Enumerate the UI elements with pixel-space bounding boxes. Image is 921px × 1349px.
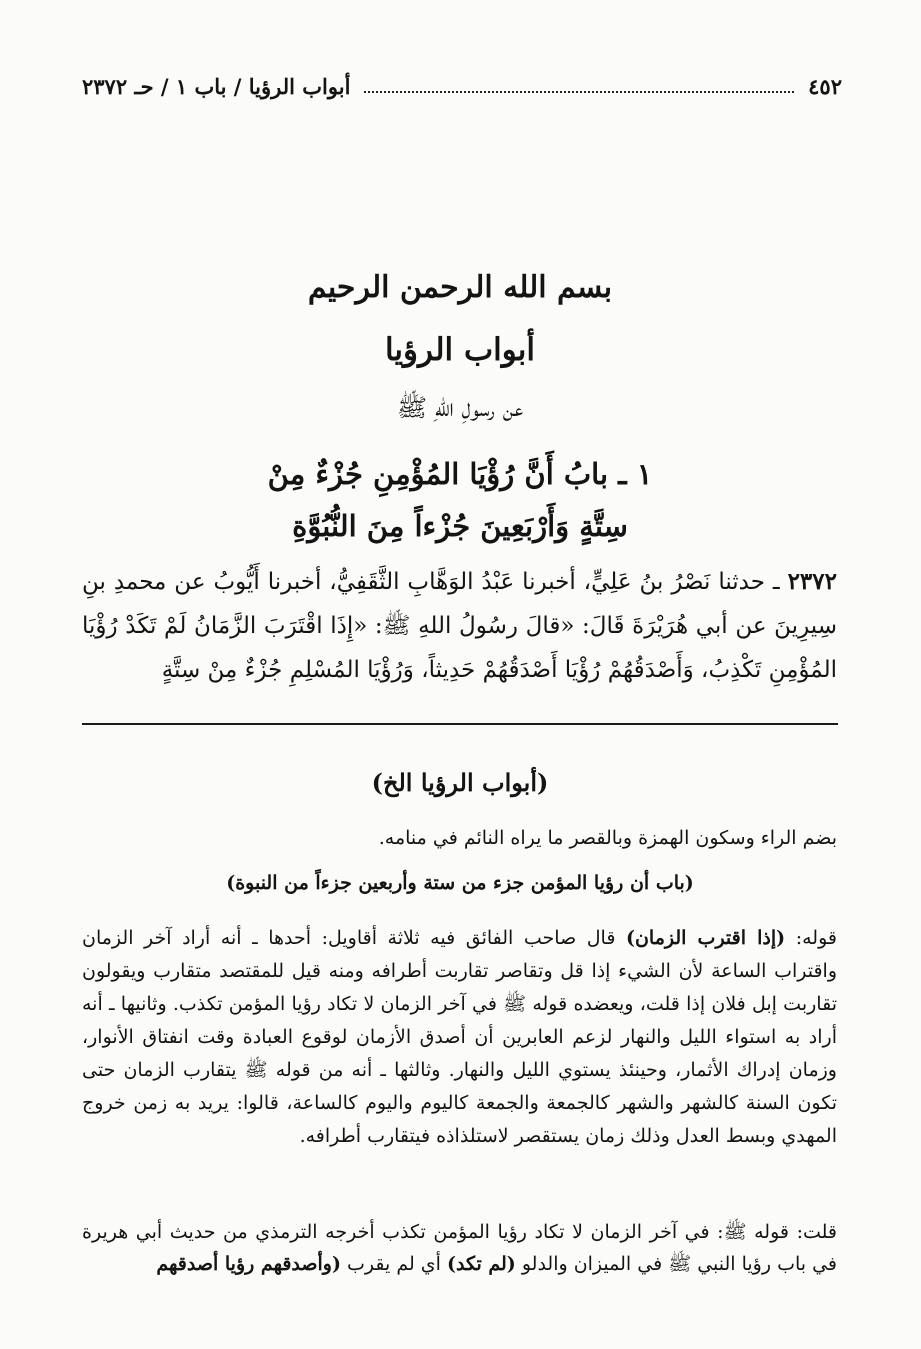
running-header <box>82 66 842 106</box>
commentary-paragraph-1: بضم الراء وسكون الهمزة وبالقصر ما يراه النائم في منامه. <box>378 827 837 849</box>
commentary-quote-3: (وأصدقهم رؤيا أصدقهم <box>156 1253 341 1275</box>
commentary-gloss: أي لم يقرب <box>340 1253 447 1275</box>
commentary-title: (أبواب الرؤيا الخ) <box>371 768 549 797</box>
commentary-bab-heading: (باب أن رؤيا المؤمن جزء من ستة وأربعين جزءاً من النبوة) <box>226 872 694 894</box>
chapter-title-line-1: ١ ـ بابُ أَنَّ رُؤْيَا المُؤْمِنِ جُزْءٌ مِنْ <box>267 457 653 491</box>
footnote-divider <box>82 723 838 725</box>
commentary-paragraph-3 <box>82 1216 837 1280</box>
chapter-title <box>80 448 840 552</box>
commentary-body: قال صاحب الفائق فيه ثلاثة أقاويل: أحدها ـ أنه أراد آخر الزمان واقتراب الساعة لأن الشيء إذا قل وتقاصر تقاربت أطرافه ومنه قيل للمقتصد متقارب ويقولون تقاربت إبل فلان إذا قلت، ويعضده قوله ﷺ في آخر الزمان لا تكاد رؤيا المؤمن تكذب. وثانيها ـ أنه أراد به استواء الليل والنهار لزعم العابرين أن أصدق الأزمان لوقوع العبادة وقت انفتاق الأنوار، وزمان إدراك الأثمار، وحينئذ يستوي الليل والنهار. وثالثها ـ أنه من قوله ﷺ يتقارب الزمان حتى تكون السنة كالشهر والشهر كالجمعة والجمعة كاليوم واليوم كالساعة، قالوا: يريد به زمن خروج المهدي وبسط العدل وذلك زمان يستقصر لاستلذاذه فيتقارب أطرافه. <box>82 927 837 1147</box>
commentary-quote: (إذا اقترب الزمان) <box>625 927 786 949</box>
header-leader-dots <box>364 79 794 93</box>
section-title: أبواب الرؤيا <box>384 332 536 368</box>
chapter-title-line-2: سِتَّةٍ وَأَرْبَعِينَ جُزْءاً مِنَ النُّبُوَّةِ <box>292 509 628 543</box>
hadith-body: ـ حدثنا نَصْرُ بنُ عَلِيٍّ، أخبرنا عَبْدُ الوَهَّابِ الثَّقَفِيُّ، أخبرنا أَيُّوبُ عن محمدِ بنِ سِيرِينَ عن أبي هُرَيْرَةَ قَالَ: «قالَ رسُولُ اللهِ ﷺ: «إِذَا اقْتَرَبَ الزَّمَانُ لَمْ تَكَدْ رُؤْيَا المُؤْمِنِ تَكْذِبُ، وَأَصْدَقُهُمْ رُؤْيَا أَصْدَقُهُمْ حَدِيثاً، وَرُؤْيَا المُسْلِمِ جُزْءٌ مِنْ سِتَّةٍ <box>82 569 837 683</box>
page-number: ٤٥٢ <box>808 73 842 99</box>
section-subtitle: عن رسولِ اللهِ ﷺ <box>396 393 524 422</box>
commentary-body-3: قلت: قوله ﷺ: في آخر الزمان لا تكاد رؤيا المؤمن تكذب أخرجه الترمذي من حديث أبي هريرة في باب رؤيا النبي ﷺ في الميزان والدلو <box>82 1221 837 1275</box>
commentary-quote-2: (لم تكد) <box>447 1253 516 1275</box>
running-title: أبواب الرؤيا / باب ١ / حـ ٢٣٧٢ <box>82 73 351 99</box>
basmala: بسم الله الرحمن الرحيم <box>307 270 613 305</box>
hadith-text <box>82 560 837 692</box>
hadith-number: ٢٣٧٢ <box>787 568 837 595</box>
commentary-lead: قوله: <box>785 927 837 949</box>
commentary-paragraph-2 <box>82 922 837 1153</box>
